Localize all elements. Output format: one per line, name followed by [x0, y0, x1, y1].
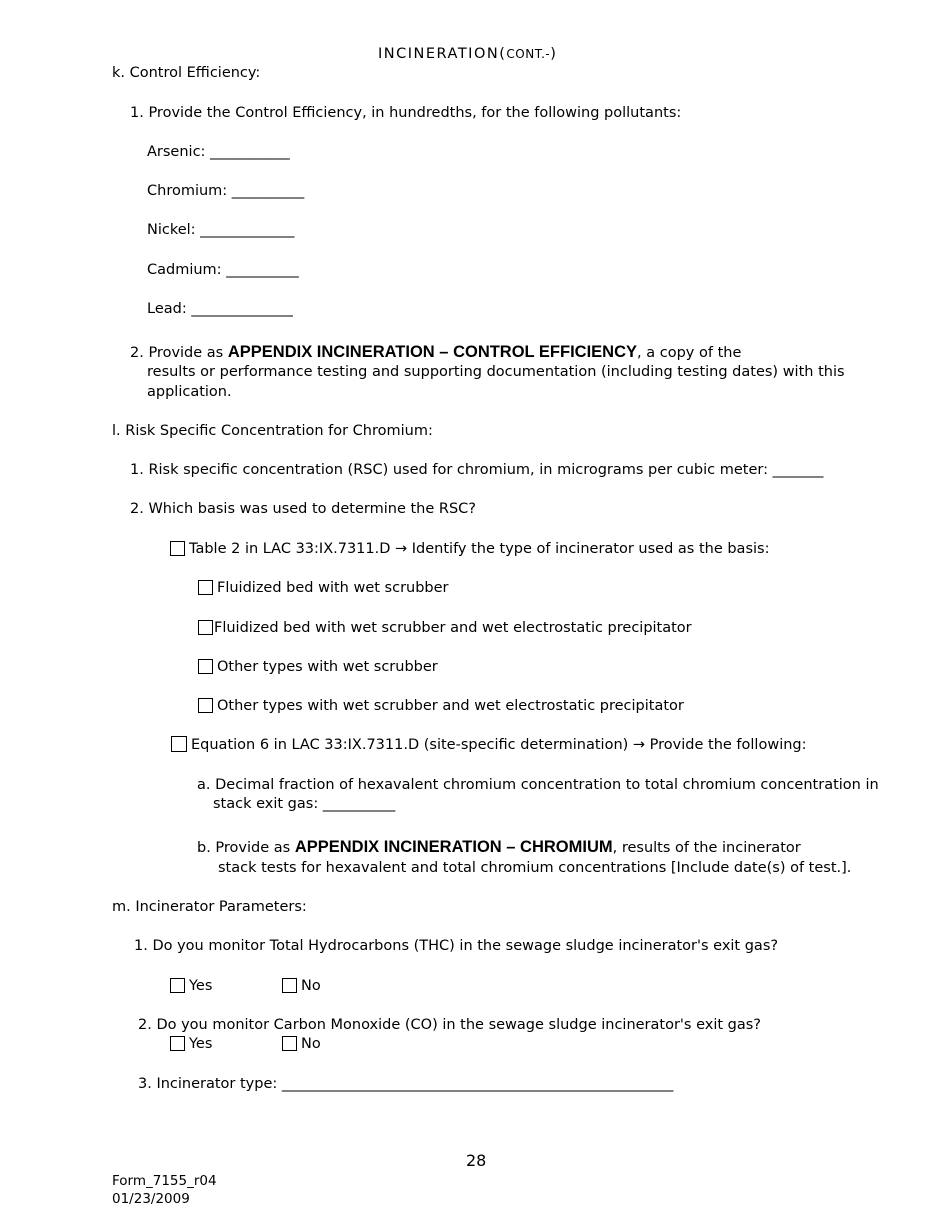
other-wet-esp-checkbox[interactable] — [198, 698, 213, 713]
yes-label: Yes — [189, 978, 213, 994]
pollutant-label: Cadmium: — [147, 262, 222, 278]
co-no-checkbox[interactable] — [282, 1036, 297, 1051]
appendix-control-efficiency: APPENDIX INCINERATION – CONTROL EFFICIENCY — [227, 343, 638, 361]
thc-yes-checkbox[interactable] — [170, 978, 185, 993]
b-suffix: , results of the incinerator — [612, 840, 801, 856]
form-id: Form_7155_r04 — [112, 1173, 217, 1189]
sub-option-label: Fluidized bed with wet scrubber and wet electrostatic precipitator — [214, 620, 692, 636]
section-k-q1: 1. Provide the Control Efficiency, in hundredths, for the following pollutants: — [130, 105, 682, 121]
sub-option-label: Other types with wet scrubber — [217, 659, 438, 675]
section-k-heading: k. Control Efficiency: — [112, 65, 261, 81]
option-equation-6-label: Equation 6 in LAC 33:IX.7311.D (site-specific determination) → Provide the following: — [191, 737, 807, 753]
thc-yes-option — [170, 977, 212, 995]
thc-no-option — [282, 977, 321, 995]
form-date: 01/23/2009 — [112, 1191, 190, 1207]
pollutant-chromium — [147, 182, 304, 200]
co-yes-checkbox[interactable] — [170, 1036, 185, 1051]
co-yes-option — [170, 1035, 212, 1053]
b-prefix: b. Provide as — [197, 840, 295, 856]
sub-option-label: Fluidized bed with wet scrubber — [217, 580, 449, 596]
section-k-q2-line1 — [130, 343, 741, 362]
co-no-option — [282, 1035, 321, 1053]
title-cont: CONT.- — [506, 47, 551, 61]
lead-input[interactable]: ______________ — [191, 301, 293, 317]
equation-6-checkbox[interactable] — [171, 736, 187, 752]
sub-option-2 — [198, 619, 692, 637]
page-number: 28 — [466, 1151, 487, 1170]
sub-option-3 — [198, 658, 438, 676]
pollutant-arsenic — [147, 143, 290, 161]
other-wet-scrubber-checkbox[interactable] — [198, 659, 213, 674]
pollutant-label: Nickel: — [147, 222, 196, 238]
option-table-2 — [170, 540, 769, 558]
sub-option-label: Other types with wet scrubber and wet electrostatic precipitator — [217, 698, 684, 714]
section-l-q1: 1. Risk specific concentration (RSC) used for chromium, in micrograms per cubic meter: _______ — [130, 462, 824, 478]
pollutant-cadmium — [147, 261, 299, 279]
table-2-checkbox[interactable] — [170, 541, 185, 556]
section-l-q2: 2. Which basis was used to determine the RSC? — [130, 501, 476, 517]
fluidized-wet-scrubber-checkbox[interactable] — [198, 580, 213, 595]
cadmium-input[interactable]: __________ — [226, 262, 299, 278]
yes-label: Yes — [189, 1036, 213, 1052]
pollutant-label: Lead: — [147, 301, 187, 317]
section-l-heading: l. Risk Specific Concentration for Chromium: — [112, 423, 433, 439]
no-label: No — [301, 978, 321, 994]
pollutant-label: Chromium: — [147, 183, 228, 199]
section-m-heading: m. Incinerator Parameters: — [112, 899, 307, 915]
nickel-input[interactable]: _____________ — [200, 222, 295, 238]
pollutant-lead — [147, 300, 293, 318]
item-a-line1: a. Decimal fraction of hexavalent chromium concentration to total chromium concentration in — [197, 777, 879, 793]
appendix-chromium: APPENDIX INCINERATION – CHROMIUM — [294, 838, 613, 856]
sub-option-1 — [198, 579, 449, 597]
pollutant-label: Arsenic: — [147, 144, 206, 160]
thc-no-checkbox[interactable] — [282, 978, 297, 993]
option-equation-6 — [171, 736, 807, 754]
section-m-q1: 1. Do you monitor Total Hydrocarbons (THC) in the sewage sludge incinerator's exit gas? — [134, 938, 779, 954]
title-main: INCINERATION — [378, 46, 500, 62]
section-k-q2-line3: application. — [147, 384, 232, 400]
section-k-q2-line2: results or performance testing and supporting documentation (including testing dates) with this — [147, 364, 845, 380]
arsenic-input[interactable]: ___________ — [210, 144, 290, 160]
option-table-2-label: Table 2 in LAC 33:IX.7311.D → Identify the type of incinerator used as the basis: — [189, 541, 770, 557]
section-m-q3[interactable]: 3. Incinerator type: ______________________________________________________ — [138, 1076, 674, 1092]
section-m-q2: 2. Do you monitor Carbon Monoxide (CO) in the sewage sludge incinerator's exit gas? — [138, 1017, 761, 1033]
fluidized-wet-esp-checkbox[interactable] — [198, 620, 213, 635]
q2-prefix: 2. Provide as — [130, 345, 228, 361]
sub-option-4 — [198, 697, 684, 715]
item-b-line2: stack tests for hexavalent and total chromium concentrations [Include date(s) of test.]. — [218, 860, 852, 876]
q2-suffix: , a copy of the — [637, 345, 742, 361]
page-title: INCINERATION(CONT.-) — [378, 46, 558, 62]
no-label: No — [301, 1036, 321, 1052]
chromium-input[interactable]: __________ — [231, 183, 305, 199]
item-b-line1 — [197, 838, 801, 857]
item-a-line2[interactable]: stack exit gas: __________ — [213, 796, 396, 812]
pollutant-nickel — [147, 221, 294, 239]
